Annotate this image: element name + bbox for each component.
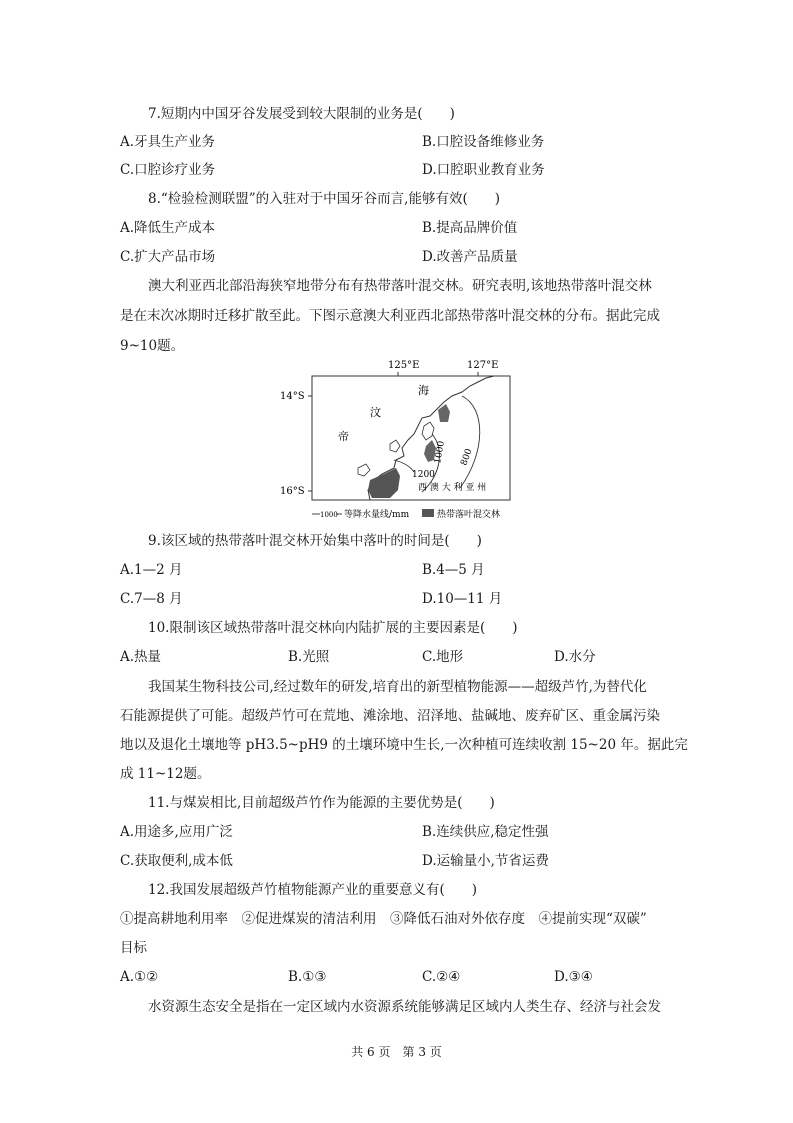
q11-option-a: A.用途多,应用广泛 bbox=[120, 824, 233, 840]
longitude-label-127: 127°E bbox=[467, 360, 499, 371]
passage-1-line-2: 是在末次冰期时迁移扩散至此。下图示意澳大利亚西北部热带落叶混交林的分布。据此完成 bbox=[120, 308, 660, 324]
q10-option-a: A.热量 bbox=[120, 649, 162, 665]
region-label: 西 澳 大 利 亚 州 bbox=[418, 483, 487, 493]
vegetation-map bbox=[272, 356, 534, 524]
q9-option-c: C.7—8 月 bbox=[120, 591, 183, 607]
q10-option-b: B.光照 bbox=[288, 649, 330, 665]
question-9-stem: 9.该区域的热带落叶混交林开始集中落叶的时间是( ) bbox=[148, 533, 482, 549]
isohyet-label-1000: 1000 bbox=[433, 440, 447, 465]
q12-statements: ①提高耕地利用率 ②促进煤炭的清洁利用 ③降低石油对外依存度 ④提前实现“双碳” bbox=[120, 911, 647, 927]
passage-2-line-1: 我国某生物科技公司,经过数年的研发,培育出的新型植物能源——超级芦竹,为替代化 bbox=[148, 679, 647, 695]
q12-option-d: D.③④ bbox=[554, 969, 593, 985]
q9-option-b: B.4—5 月 bbox=[422, 562, 485, 578]
legend-isohyet-sample: 1000 bbox=[320, 511, 338, 519]
isohyet-label-1200: 1200 bbox=[412, 470, 435, 480]
q10-option-d: D.水分 bbox=[554, 649, 596, 665]
question-12-stem: 12.我国发展超级芦竹植物能源产业的重要意义有( ) bbox=[148, 882, 478, 898]
q11-option-d: D.运输量小,节省运费 bbox=[422, 853, 549, 869]
legend-forest-swatch bbox=[422, 509, 434, 517]
q9-option-a: A.1—2 月 bbox=[120, 562, 183, 578]
sea-label-1: 海 bbox=[418, 384, 429, 397]
passage-2-line-4: 成 11~12题。 bbox=[120, 766, 211, 782]
q12-statements-continued: 目标 bbox=[120, 940, 147, 956]
passage-2-line-3: 地以及退化土壤地等 pH3.5~pH9 的土壤环境中生长,一次种植可连续收割 15~20 年。据此完 bbox=[120, 737, 688, 753]
q7-option-d: D.口腔职业教育业务 bbox=[422, 162, 545, 178]
question-10-stem: 10.限制该区域热带落叶混交林向内陆扩展的主要因素是( ) bbox=[148, 620, 518, 636]
page-footer: 共 6 页 第 3 页 bbox=[351, 1045, 442, 1059]
question-11-stem: 11.与煤炭相比,目前超级芦竹作为能源的主要优势是( ) bbox=[148, 795, 495, 811]
passage-1-line-1: 澳大利亚西北部沿海狭窄地带分布有热带落叶混交林。研究表明,该地热带落叶混交林 bbox=[148, 278, 652, 294]
q8-option-a: A.降低生产成本 bbox=[120, 220, 216, 236]
question-7-stem: 7.短期内中国牙谷发展受到较大限制的业务是( ) bbox=[148, 106, 455, 122]
sea-label-2: 汶 bbox=[370, 406, 381, 419]
legend-isohyet-label: 等降水量线/mm bbox=[344, 510, 410, 520]
q7-option-a: A.牙具生产业务 bbox=[120, 134, 216, 150]
q12-option-a: A.①② bbox=[120, 969, 159, 985]
q8-option-b: B.提高品牌价值 bbox=[422, 220, 518, 236]
q12-option-b: B.①③ bbox=[288, 969, 327, 985]
isohyet-label-800: 800 bbox=[459, 447, 475, 468]
question-8-stem: 8.“检验检测联盟”的入驻对于中国牙谷而言,能够有效( ) bbox=[148, 191, 501, 207]
passage-1-line-3: 9~10题。 bbox=[120, 338, 185, 354]
q11-option-c: C.获取便利,成本低 bbox=[120, 853, 233, 869]
passage-3-line-1: 水资源生态安全是指在一定区域内水资源系统能够满足区域内人类生存、经济与社会发 bbox=[148, 999, 661, 1015]
legend-forest-label: 热带落叶混交林 bbox=[437, 510, 501, 520]
q7-option-c: C.口腔诊疗业务 bbox=[120, 162, 216, 178]
q8-option-c: C.扩大产品市场 bbox=[120, 249, 216, 265]
passage-2-line-2: 石能源提供了可能。超级芦竹可在荒地、滩涂地、沼泽地、盐碱地、废弃矿区、重金属污染 bbox=[120, 708, 660, 724]
latitude-label-14s: 14°S bbox=[280, 391, 305, 402]
q11-option-b: B.连续供应,稳定性强 bbox=[422, 824, 549, 840]
q10-option-c: C.地形 bbox=[422, 649, 464, 665]
q7-option-b: B.口腔设备维修业务 bbox=[422, 134, 545, 150]
q12-option-c: C.②④ bbox=[422, 969, 461, 985]
sea-label-3: 帝 bbox=[338, 430, 349, 443]
q9-option-d: D.10—11 月 bbox=[422, 591, 503, 607]
q8-option-d: D.改善产品质量 bbox=[422, 249, 518, 265]
longitude-label-125: 125°E bbox=[388, 360, 420, 371]
latitude-label-16s: 16°S bbox=[280, 486, 305, 497]
